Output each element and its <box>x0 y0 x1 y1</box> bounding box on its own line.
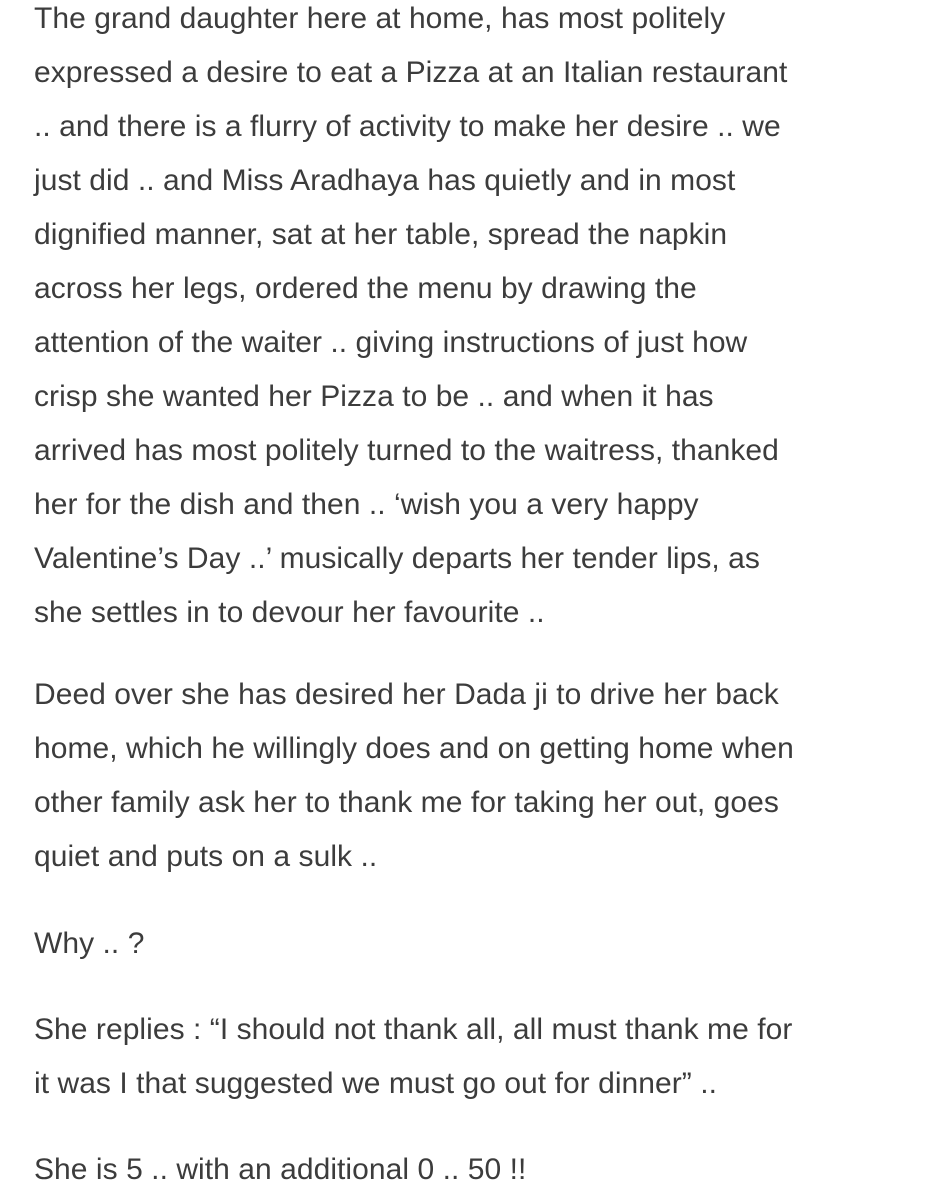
paragraph-1-line-2: expressed a desire to eat a Pizza at an Italian restaurant <box>34 56 788 89</box>
paragraph-1-line-8: crisp she wanted her Pizza to be .. and when it has <box>34 380 714 413</box>
paragraph-1-line-12: she settles in to devour her favourite .. <box>34 596 545 629</box>
paragraph-1-line-5: dignified manner, sat at her table, spread the napkin <box>34 218 728 251</box>
paragraph-1-line-9: arrived has most politely turned to the waitress, thanked <box>34 434 779 467</box>
paragraph-2-line-1: Deed over she has desired her Dada ji to drive her back <box>34 678 779 711</box>
paragraph-1-line-1: The grand daughter here at home, has most politely <box>34 2 726 35</box>
paragraph-1-line-6: across her legs, ordered the menu by drawing the <box>34 272 697 305</box>
paragraph-2-line-2: home, which he willingly does and on getting home when <box>34 732 794 765</box>
paragraph-1-line-3: .. and there is a flurry of activity to make her desire .. we <box>34 110 781 143</box>
paragraph-5-line-1: She is 5 .. with an additional 0 .. 50 !! <box>34 1153 527 1186</box>
paragraph-1-line-11: Valentine’s Day ..’ musically departs her tender lips, as <box>34 542 760 575</box>
paragraph-2-line-3: other family ask her to thank me for taking her out, goes <box>34 786 779 819</box>
paragraph-4-line-1: She replies : “I should not thank all, all must thank me for <box>34 1013 793 1046</box>
paragraph-4-line-2: it was I that suggested we must go out for dinner” .. <box>34 1067 717 1100</box>
paragraph-1-line-10: her for the dish and then .. ‘wish you a very happy <box>34 488 699 521</box>
paragraph-1-line-4: just did .. and Miss Aradhaya has quietly and in most <box>34 164 736 197</box>
paragraph-1-line-7: attention of the waiter .. giving instructions of just how <box>34 326 748 359</box>
paragraph-3-line-1: Why .. ? <box>34 927 145 960</box>
paragraph-2-line-4: quiet and puts on a sulk .. <box>34 840 378 873</box>
